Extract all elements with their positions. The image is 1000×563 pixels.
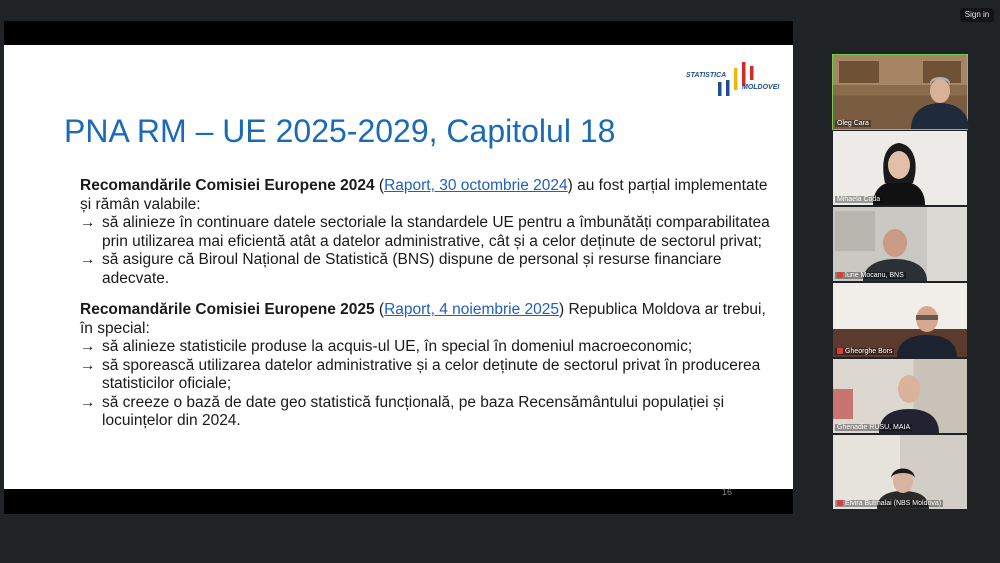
arrow-icon: → <box>80 356 96 374</box>
list-item <box>80 338 780 357</box>
participant-tile[interactable] <box>833 55 967 129</box>
list-item <box>80 357 780 394</box>
participant-video-icon <box>833 55 967 129</box>
participant-name <box>835 348 894 355</box>
list-item-text: să creeze o bază de date geo statistică funcțională, pe baza Recensământului populației și locuințelor din 2024. <box>102 393 725 429</box>
recommendations-2025-rest: ) Republica Moldova ar trebui, în special: <box>80 301 766 337</box>
list-item <box>80 251 780 288</box>
participant-name: Ghenadie RUSU, MAIA <box>837 424 911 431</box>
participant-video-icon <box>833 207 967 281</box>
presentation-slide <box>4 45 793 497</box>
sign-in-button[interactable]: Sign in <box>960 8 994 22</box>
participant-name: Oleg Cara <box>837 120 869 127</box>
logo-text-statistica: STATISTICA <box>686 72 727 79</box>
arrow-icon: → <box>80 214 96 231</box>
list-item-text: să sporească utilizarea datelor administrative și a celor deținute de sectorul privat în producerea statisticilor oficiale; <box>102 356 761 392</box>
participant-tile[interactable] <box>833 283 967 357</box>
participant-video-icon <box>833 359 967 433</box>
arrow-icon: → <box>80 338 96 355</box>
arrow-icon: → <box>80 393 96 411</box>
participant-name-text: Iurie Mocanu, BNS <box>845 272 904 279</box>
mic-muted-icon <box>837 272 843 278</box>
slide-content <box>80 177 780 431</box>
slide-page-number: 16 <box>722 487 733 497</box>
list-item-text: să alinieze statisticile produse la acquis-ul UE, în special în domeniul macroeconomic; <box>102 338 693 355</box>
participant-name <box>835 500 943 507</box>
recommendations-2025-intro <box>80 301 780 338</box>
list-item <box>80 214 780 251</box>
recommendations-2024-intro <box>80 177 780 214</box>
participant-name: Mihaela Coda <box>837 196 881 203</box>
logo-stripes-icon <box>710 60 760 100</box>
list-item <box>80 394 780 431</box>
list-item-text: să asigure că Biroul Național de Statistică (BNS) dispune de personal și resurse financiare adecvate. <box>102 251 722 287</box>
mic-muted-icon <box>837 348 843 354</box>
list-item-text: să alinieze în continuare datele sectoriale la standardele UE pentru a îmbunătăți comparabilitatea prin utilizarea mai eficientă atât a datelor administrative, cât și a celor deținute de sectorul privat; <box>102 214 770 250</box>
report-2024-link[interactable]: Raport, 30 octombrie 2024 <box>384 177 568 194</box>
recommendations-2024-heading: Recomandările Comisiei Europene 2024 <box>80 177 375 194</box>
mic-muted-icon <box>837 500 843 506</box>
participant-video-icon <box>833 131 967 205</box>
participant-tile[interactable] <box>833 207 967 281</box>
recommendations-2025-heading: Recomandările Comisiei Europene 2025 <box>80 301 375 318</box>
paren-open: ( <box>374 177 385 194</box>
participant-name-text: Elvira Butmalai (NBS Moldova) <box>845 500 942 507</box>
participant-video-icon <box>833 283 967 357</box>
statistica-moldovei-logo <box>686 70 786 102</box>
participant-video-icon <box>833 435 967 509</box>
recommendations-2024-rest: ) au fost parțial implementate și rămân valabile: <box>80 177 768 213</box>
report-2025-link[interactable]: Raport, 4 noiembrie 2025 <box>384 301 560 318</box>
paren-open: ( <box>374 301 385 318</box>
screen-share-area <box>4 21 793 514</box>
participant-tile[interactable] <box>833 131 967 205</box>
participant-tile[interactable] <box>833 435 967 509</box>
logo-text-moldovei: MOLDOVEI <box>742 84 780 91</box>
participant-name <box>835 272 906 279</box>
participant-tile[interactable] <box>833 359 967 433</box>
slide-title: PNA RM – UE 2025-2029, Capitolul 18 <box>64 113 616 149</box>
arrow-icon: → <box>80 251 96 268</box>
participant-name-text: Gheorghe Bors <box>845 348 893 355</box>
